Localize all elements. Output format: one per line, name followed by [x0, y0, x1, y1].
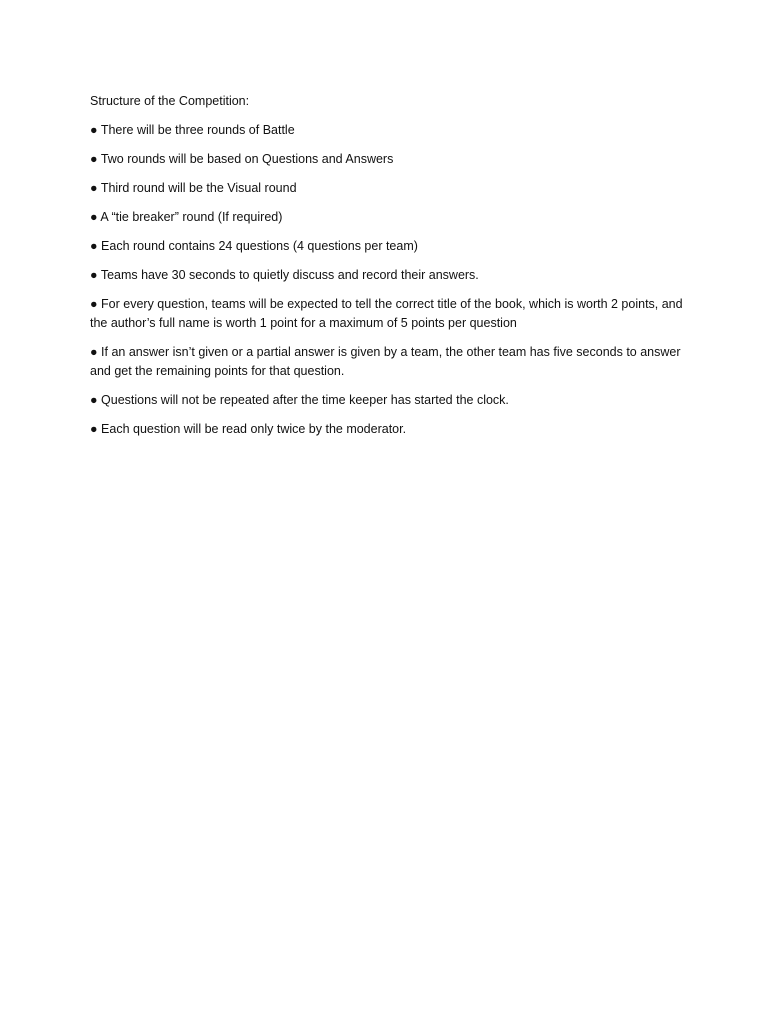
rule-item: [90, 343, 690, 381]
rule-item: [90, 208, 690, 227]
rule-text: Teams have 30 seconds to quietly discuss and record their answers.: [100, 268, 479, 282]
bullet-icon: ●: [90, 345, 98, 359]
rule-text: Each round contains 24 questions (4 questions per team): [101, 239, 418, 253]
bullet-icon: ●: [90, 210, 98, 224]
section-heading: Structure of the Competition:: [90, 94, 250, 108]
bullet-icon: ●: [90, 297, 98, 311]
bullet-icon: ●: [90, 239, 98, 253]
rule-text: There will be three rounds of Battle: [100, 123, 295, 137]
rule-text: Third round will be the Visual round: [100, 181, 297, 195]
rules-list: [90, 121, 690, 439]
document-page: [90, 92, 690, 449]
rule-item: [90, 295, 690, 333]
rule-item: [90, 391, 690, 410]
bullet-icon: ●: [90, 123, 98, 137]
rule-item: [90, 420, 690, 439]
rule-text: For every question, teams will be expected to tell the correct title of the book, which is worth 2 points, and the author’s full name is worth 1 point for a maximum of 5 points per question: [90, 297, 683, 330]
rule-item: [90, 266, 690, 285]
bullet-icon: ●: [90, 181, 98, 195]
bullet-icon: ●: [90, 268, 98, 282]
rule-item: [90, 150, 690, 169]
rule-text: A “tie breaker” round (If required): [100, 210, 283, 224]
rule-text: Each question will be read only twice by the moderator.: [101, 422, 407, 436]
rule-text: Questions will not be repeated after the time keeper has started the clock.: [101, 393, 509, 407]
rule-item: [90, 121, 690, 140]
bullet-icon: ●: [90, 422, 98, 436]
rule-item: [90, 179, 690, 198]
rule-item: [90, 237, 690, 256]
bullet-icon: ●: [90, 393, 98, 407]
rule-text: If an answer isn’t given or a partial answer is given by a team, the other team has five seconds to answer and get the remaining points for that question.: [90, 345, 681, 378]
rule-text: Two rounds will be based on Questions and Answers: [100, 152, 394, 166]
bullet-icon: ●: [90, 152, 98, 166]
